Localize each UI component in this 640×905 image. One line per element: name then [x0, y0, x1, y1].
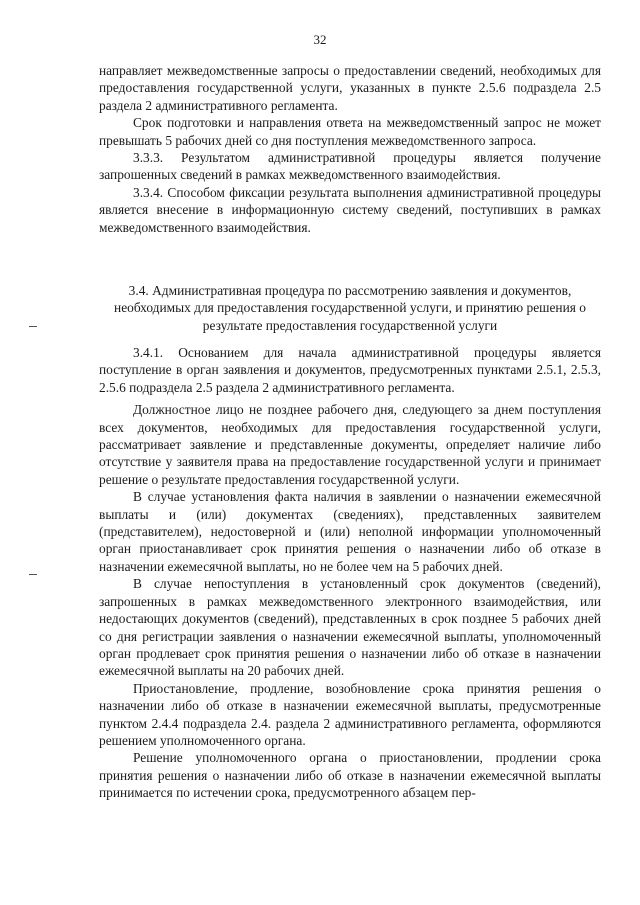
section-3-3-text — [99, 62, 601, 236]
paragraph: 3.3.3. Результатом административной процедуры является получение запрошенных сведений в рамках межведомственного взаимодействия. — [99, 150, 601, 183]
paragraph: направляет межведомственные запросы о предоставлении сведений, необходимых для предоставления государственной услуги, указанных в пункте 2.5.6 подраздела 2.5 раздела 2 административного регламента. — [99, 63, 601, 113]
paragraph: 3.3.4. Способом фиксации результата выполнения административной процедуры является внесение в информационную систему сведений, поступивших в рамках межведомственного взаимодействия. — [99, 184, 601, 235]
paragraph: Приостановление, продление, возобновление срока принятия решения о назначении либо об отказе в назначении ежемесячной выплаты, предусмотренные пунктом 2.4.4 подраздела 2.4. раздела 2 административного регламента, оформляются решением уполномоченного органа. — [99, 680, 601, 748]
paragraph: Должностное лицо не позднее рабочего дня, следующего за днем поступления всех документов, необходимых для предоставления государственной услуги, рассматривает заявление и представленные документы, определяет наличие либо отсутствие у заявителя права на предоставление государственной услуги и принимает решение о результате предоставления государственной услуги. — [99, 402, 601, 487]
paragraph: Срок подготовки и направления ответа на межведомственный запрос не может превышать 5 рабочих дней со дня поступления межведомственного запроса. — [99, 115, 601, 148]
section-3-4-text — [99, 344, 601, 802]
paragraph: Решение уполномоченного органа о приостановлении, продлении срока принятия решения о назначении либо об отказе в назначении ежемесячной выплаты принимается по истечении срока, предусмотренного абзацем пер- — [99, 750, 601, 801]
paragraph: 3.4.1. Основанием для начала административной процедуры является поступление в орган заявления и документов, предусмотренных пунктами 2.5.1, 2.5.3, 2.5.6 подраздела 2.5 раздела 2 административного регламента. — [99, 345, 601, 395]
paragraph: В случае установления факта наличия в заявлении о назначении ежемесячной выплаты и (или) документах (сведениях), представленных заявителем (представителем), недостоверной и (или) неполной информации уполномоченный орган приостанавливает срок принятия решения о назначении либо об отказе в назначении ежемесячной выплаты, но не более чем на 5 рабочих дней. — [99, 489, 601, 574]
page-number: 32 — [313, 32, 327, 47]
section-heading: 3.4. Административная процедура по рассмотрению заявления и документов, необходимых для предоставления государственной услуги, и принятию решения о результате предоставления государственной услуги — [114, 283, 586, 333]
margin-mark — [29, 326, 37, 327]
paragraph: В случае непоступления в установленный срок документов (сведений), запрошенных в рамках межведомственного электронного взаимодействия, или недостающих документов (сведений), представленных в срок позднее 5 рабочих дней со дня регистрации заявления о назначении ежемесячной выплаты, уполномоченный орган продлевает срок принятия решения о назначении либо об отказе в назначении ежемесячной выплаты на 20 рабочих дней. — [99, 576, 601, 679]
margin-mark — [29, 574, 37, 575]
